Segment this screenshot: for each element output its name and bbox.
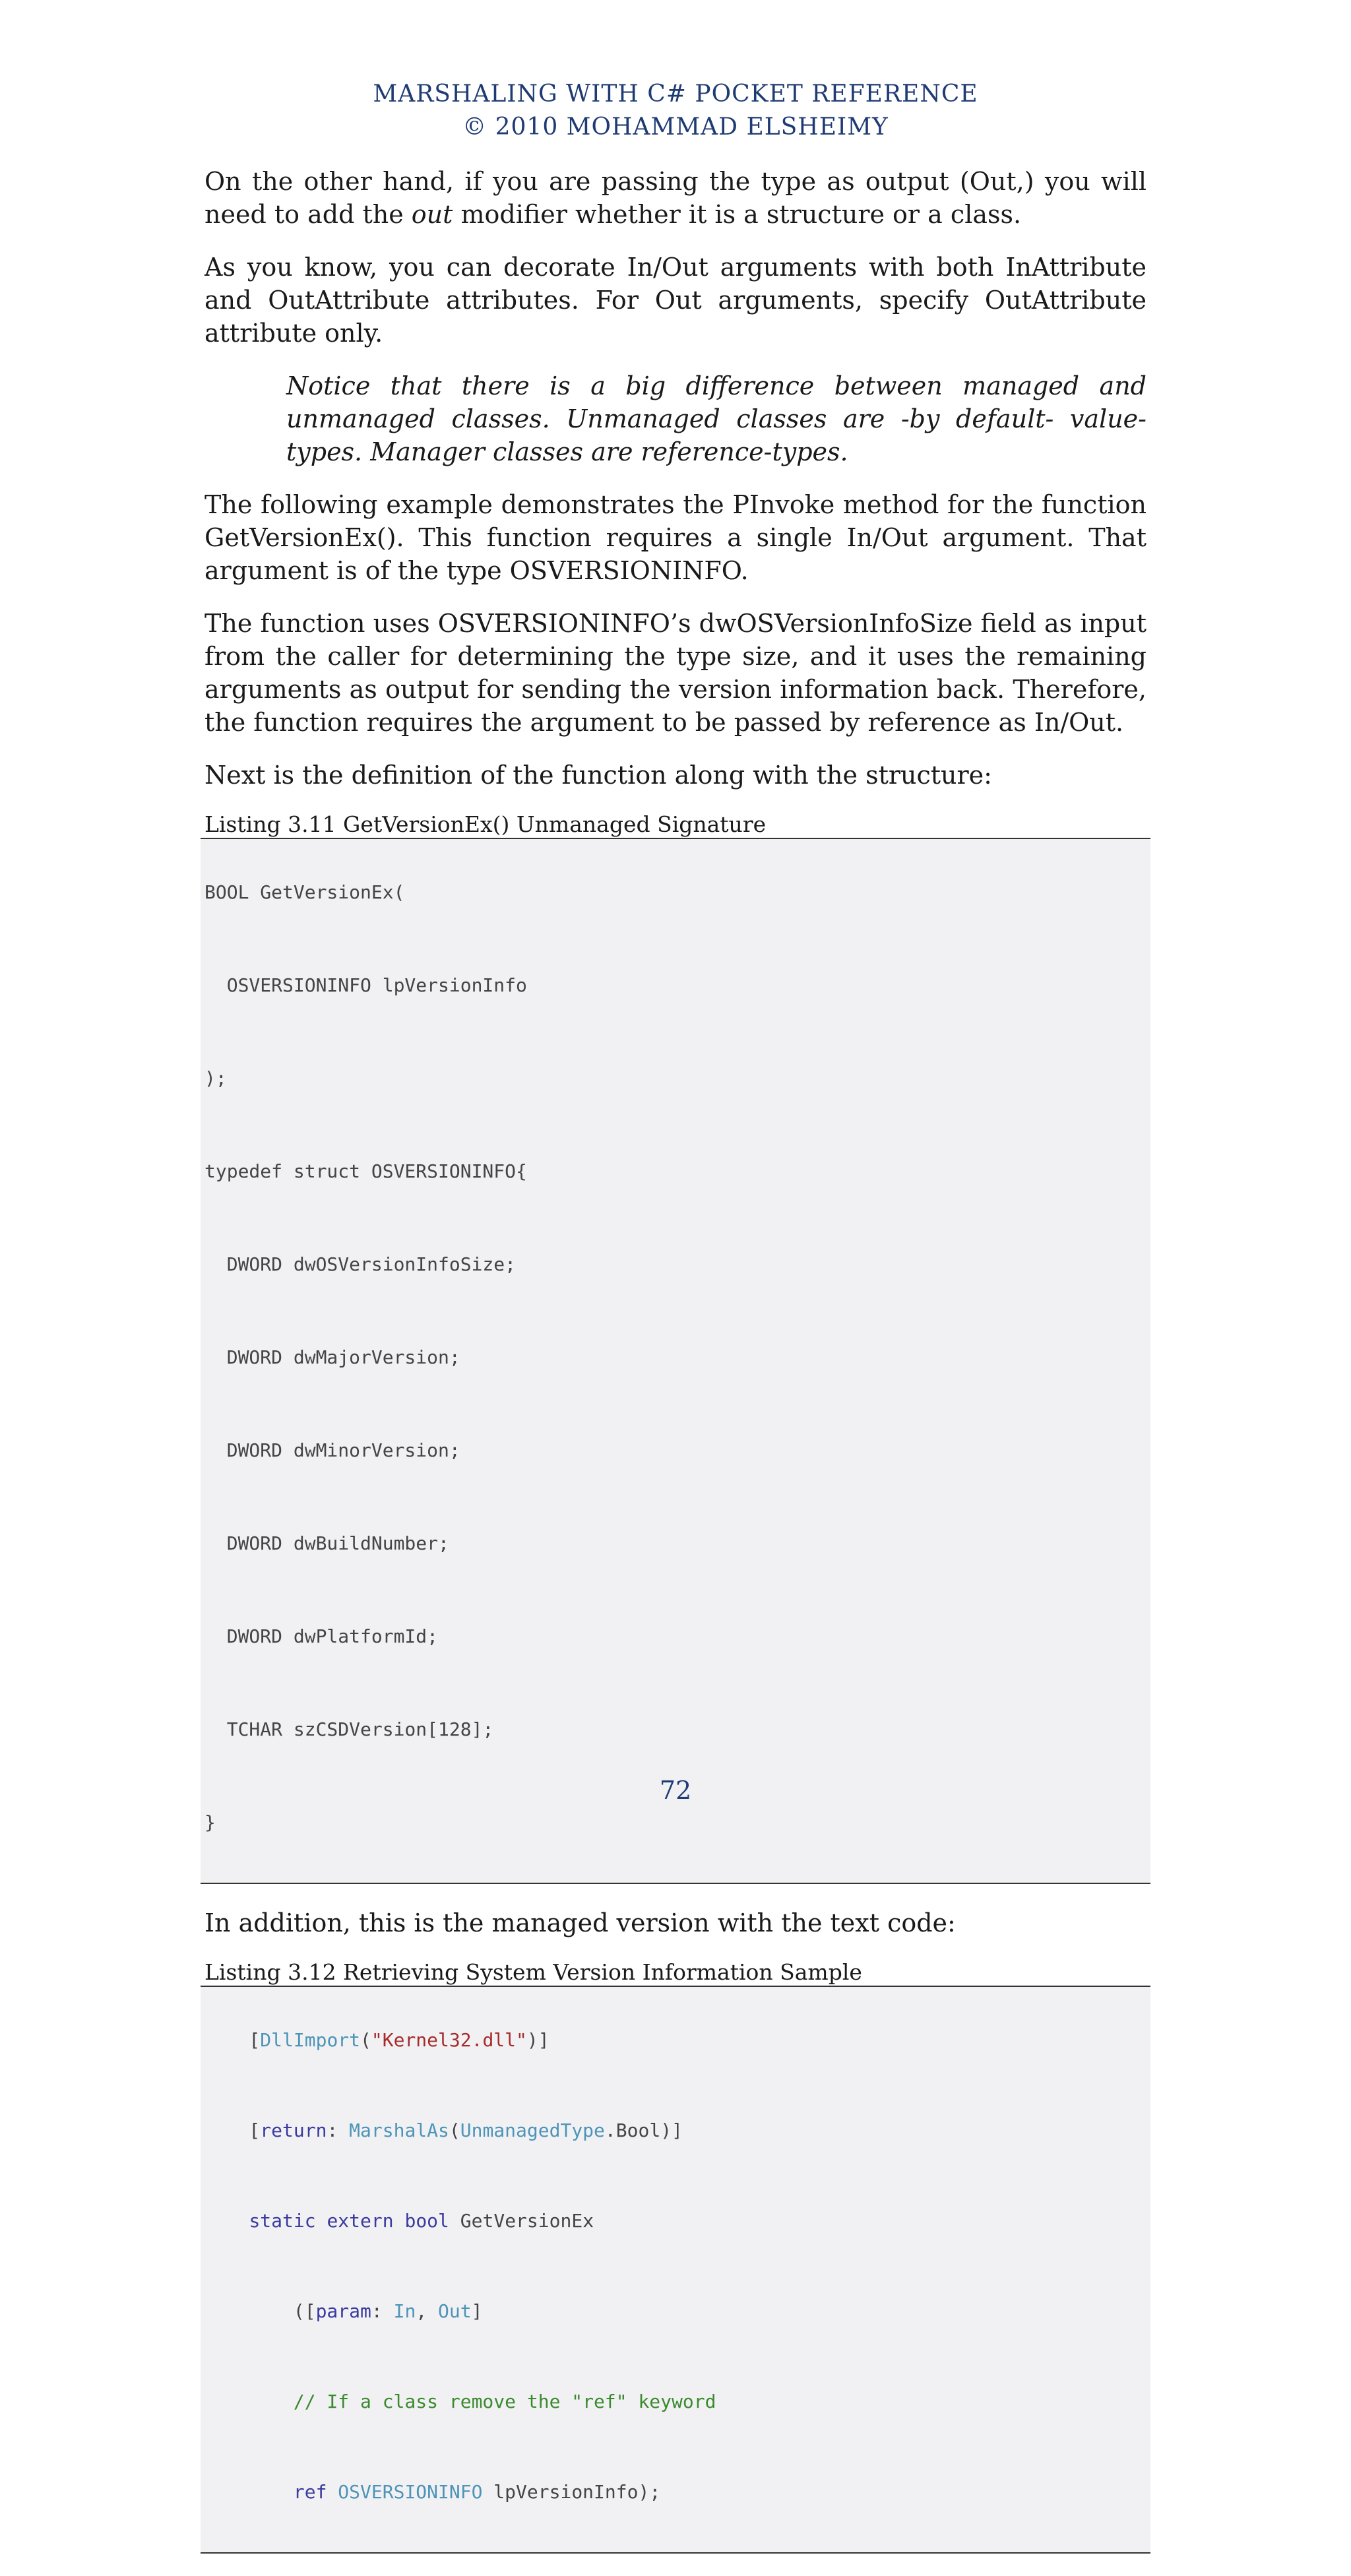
code-listing-unmanaged: [201, 838, 1150, 1884]
code-token: Out: [438, 2300, 472, 2322]
code-token: ]: [471, 2300, 483, 2322]
code-line: [201, 2392, 1150, 2439]
listing-caption: Listing 3.11 GetVersionEx() Unmanaged Signature: [204, 811, 767, 837]
code-token: return: [260, 2120, 327, 2141]
code-token: In: [393, 2300, 416, 2322]
paragraph-text: modifier whether it is a structure or a class.: [453, 200, 1022, 229]
header-title: MARSHALING WITH C# POCKET REFERENCE: [373, 80, 978, 108]
code-line: BOOL GetVersionEx(: [204, 881, 405, 903]
page-content: [204, 165, 1147, 2576]
code-token: [316, 2210, 327, 2232]
paragraph-function-uses: The function uses OSVERSIONINFO’s dwOSVersionInfoSize field as input from the caller for determining the type size, and it uses the remaining arguments as output for sending the version information back. Therefore, the function requires the argument to be passed by reference as In/Out.: [204, 609, 1147, 737]
paragraph-text: On the other hand, if you are passing the type as output (Out,) you will need to add the: [204, 167, 1147, 229]
emphasis-out: out: [411, 200, 453, 229]
code-token: [394, 2210, 405, 2232]
code-token: [204, 2210, 249, 2232]
code-token: DllImport: [260, 2029, 361, 2051]
code-line: DWORD dwOSVersionInfoSize;: [204, 1253, 517, 1275]
running-header: [0, 78, 1351, 144]
code-line: DWORD dwBuildNumber;: [204, 1532, 449, 1554]
code-token: .Bool)]: [604, 2120, 683, 2141]
code-token: (: [449, 2120, 460, 2141]
paragraph-managed-version: In addition, this is the managed version with the text code:: [204, 1908, 956, 1937]
code-line: OSVERSIONINFO lpVersionInfo: [204, 974, 527, 996]
code-token: ref: [293, 2481, 327, 2503]
code-line: TCHAR szCSDVersion[128];: [204, 1718, 494, 1740]
page-number: 72: [659, 1776, 692, 1805]
code-token: [: [204, 2120, 261, 2141]
code-token: )]: [526, 2029, 550, 2051]
code-line: [201, 2482, 1150, 2509]
paragraph-example-intro: The following example demonstrates the PInvoke method for the function GetVersionEx(). This function requires a single In/Out argument. That argument is of the type OSVERSIONINFO.: [204, 490, 1147, 585]
code-line: );: [204, 1067, 227, 1089]
code-line: typedef struct OSVERSIONINFO{: [204, 1160, 527, 1182]
code-line: [201, 2302, 1150, 2348]
code-token: UnmanagedType: [460, 2120, 605, 2141]
code-token: extern: [327, 2210, 394, 2232]
code-token: ,: [416, 2300, 439, 2322]
code-token: :: [371, 2300, 394, 2322]
code-token: [327, 2481, 338, 2503]
code-token: [: [204, 2029, 261, 2051]
code-line: [201, 2030, 1150, 2077]
code-listing-managed: [201, 1986, 1150, 2554]
code-token: bool: [404, 2210, 449, 2232]
code-token: [204, 2481, 294, 2503]
code-token: (: [360, 2029, 371, 2051]
code-line: [201, 2121, 1150, 2168]
code-line: }: [204, 1811, 216, 1833]
code-token: static: [249, 2210, 316, 2232]
code-token: lpVersionInfo);: [482, 2481, 661, 2503]
note-block: Notice that there is a big difference between managed and unmanaged classes. Unmanaged classes are -by default- value-types. Manager classes are reference-types.: [286, 371, 1147, 466]
paragraph-attributes: As you know, you can decorate In/Out arguments with both InAttribute and OutAttribute attributes. For Out arguments, specify OutAttribute attribute only.: [204, 253, 1147, 348]
code-token: :: [327, 2120, 350, 2141]
paragraph-next-definition: Next is the definition of the function along with the structure:: [204, 761, 992, 790]
code-line: DWORD dwMinorVersion;: [204, 1439, 460, 1461]
code-token: ([: [204, 2300, 316, 2322]
code-line: DWORD dwMajorVersion;: [204, 1346, 460, 1368]
paragraph-out-modifier: [204, 165, 1147, 231]
listing-caption: Listing 3.12 Retrieving System Version Information Sample: [204, 1959, 862, 1985]
code-token: MarshalAs: [349, 2120, 449, 2141]
code-line: [201, 2211, 1150, 2258]
code-token: [204, 2391, 294, 2412]
code-token: param: [315, 2300, 371, 2322]
code-line: DWORD dwPlatformId;: [204, 1625, 439, 1647]
code-token: GetVersionEx: [449, 2210, 594, 2232]
code-comment: // If a class remove the "ref" keyword: [293, 2391, 716, 2412]
code-token: OSVERSIONINFO: [338, 2481, 483, 2503]
code-token: "Kernel32.dll": [371, 2029, 527, 2051]
header-copyright: © 2010 MOHAMMAD ELSHEIMY: [462, 113, 889, 141]
